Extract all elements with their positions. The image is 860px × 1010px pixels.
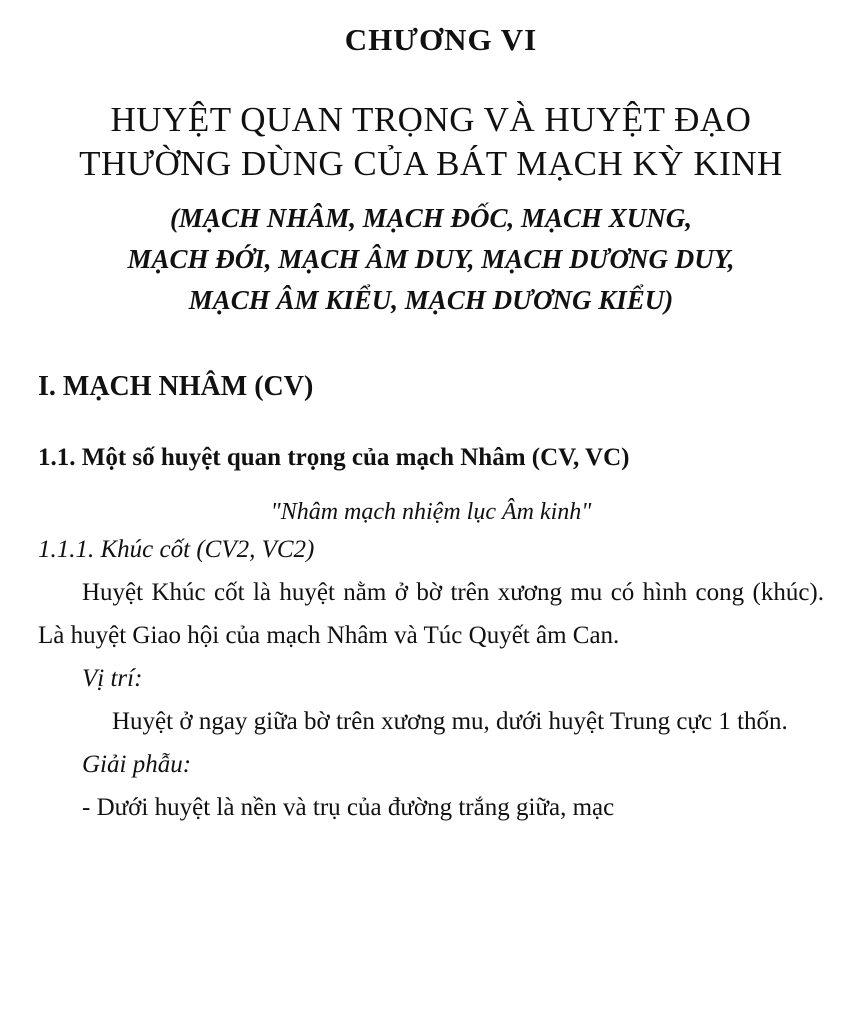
chapter-subtitle-line: (MẠCH NHÂM, MẠCH ĐỐC, MẠCH XUNG, bbox=[169, 203, 693, 233]
chapter-title bbox=[38, 98, 824, 186]
chapter-title-line: HUYỆT QUAN TRỌNG VÀ HUYỆT ĐẠO bbox=[110, 100, 752, 139]
anatomy-label: Giải phẫu: bbox=[82, 751, 192, 778]
subsubsection-heading: 1.1.1. Khúc cốt (CV2, VC2) bbox=[38, 536, 315, 563]
chapter-subtitle bbox=[38, 198, 824, 321]
document-page bbox=[0, 20, 860, 1010]
location-paragraph: Huyệt ở ngay giữa bờ trên xương mu, dưới huyệt Trung cực 1 thốn. bbox=[112, 708, 788, 735]
intro-paragraph: Huyệt Khúc cốt là huyệt nằm ở bờ trên xương mu có hình cong (khúc). Là huyệt Giao hội của mạch Nhâm và Túc Quyết âm Can. bbox=[38, 579, 824, 649]
anatomy-bullet: - Dưới huyệt là nền và trụ của đường trắng giữa, mạc bbox=[82, 794, 615, 821]
quote: "Nhâm mạch nhiệm lục Âm kinh" bbox=[270, 499, 592, 525]
section-heading: I. MẠCH NHÂM (CV) bbox=[38, 371, 314, 402]
chapter-subtitle-line: MẠCH ÂM KIỂU, MẠCH DƯƠNG KIỂU) bbox=[188, 285, 674, 315]
chapter-heading: CHƯƠNG VI bbox=[344, 22, 538, 57]
subsection-heading: 1.1. Một số huyệt quan trọng của mạch Nhâm (CV, VC) bbox=[38, 444, 630, 471]
chapter-subtitle-line: MẠCH ĐỚI, MẠCH ÂM DUY, MẠCH DƯƠNG DUY, bbox=[127, 244, 735, 274]
chapter-title-line: THƯỜNG DÙNG CỦA BÁT MẠCH KỲ KINH bbox=[79, 144, 783, 183]
location-label: Vị trí: bbox=[82, 665, 143, 692]
